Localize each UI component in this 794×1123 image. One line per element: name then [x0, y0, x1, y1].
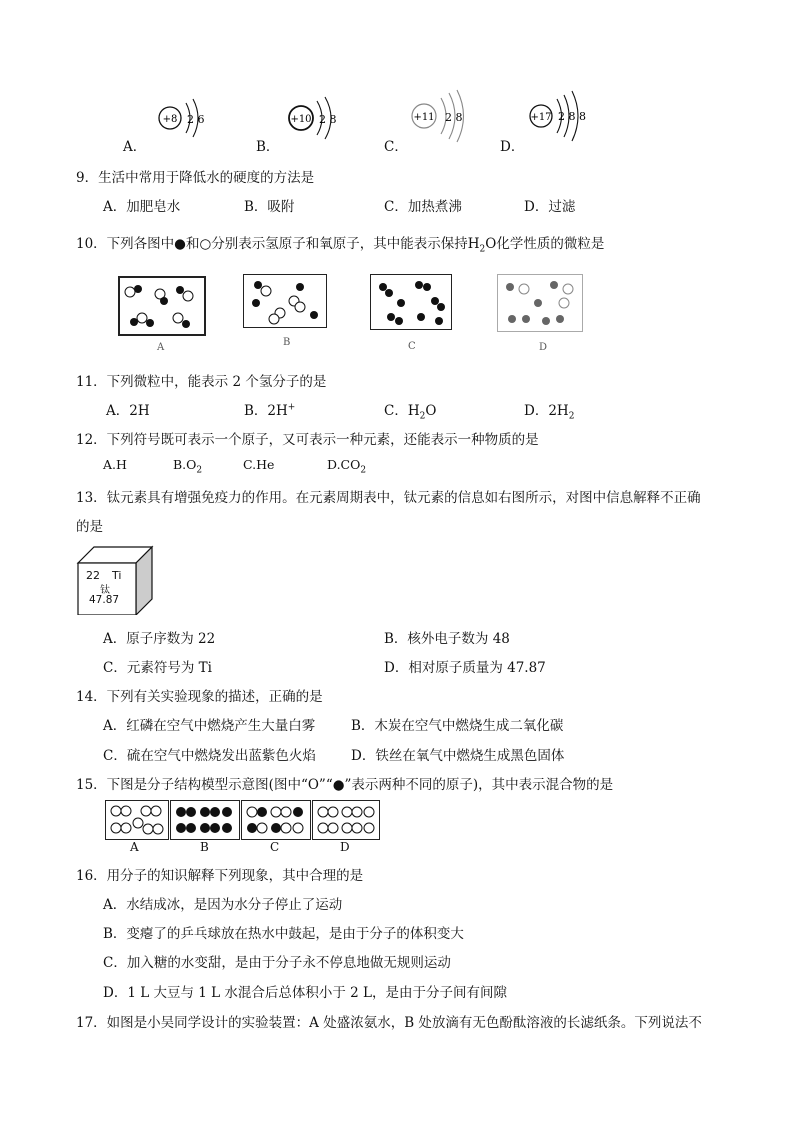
particle-model-icon [371, 275, 451, 329]
option-c-label: C． [384, 139, 408, 155]
atom-diagram-d [527, 88, 607, 143]
question-15-stem: 15．下图是分子结构模型示意图(图中“O”“●”表示两种不同的原子)，其中表示混合物的是 [76, 777, 614, 793]
molecule-model-icon [242, 801, 310, 839]
question-10-stem: 10．下列各图中●和○分别表示氢原子和氧原子，其中能表示保持$H_2O$化学性质的微粒是 [76, 236, 605, 255]
q14-option-b: B．木炭在空气中燃烧生成二氧化碳 [351, 718, 564, 734]
nucleus-charge: +10 [290, 114, 312, 125]
q13-option-c: C．元素符号为 Ti [103, 660, 212, 676]
electron-config: 2 6 [187, 113, 205, 126]
question-13-stem-line2: 的是 [76, 519, 103, 535]
element-atomic-number: 22 [86, 569, 100, 582]
atom-structure-icon [408, 88, 488, 143]
q11-option-a: A．2H [106, 403, 150, 419]
molecule-label-b: B [200, 840, 209, 854]
question-17-stem: 17．如图是小吴同学设计的实验装置：A 处盛浓氨水，B 处放滴有无色酚酞溶液的长滤纸条。下列说法不 [76, 1015, 702, 1031]
box-d-label: D [539, 342, 548, 353]
element-symbol: Ti [112, 569, 122, 582]
q9-option-a: A．加肥皂水 [103, 199, 181, 215]
atom-diagram-c [408, 88, 488, 143]
question-9-stem: 9．生活中常用于降低水的硬度的方法是 [76, 170, 315, 186]
electron-config: 2 8 [445, 111, 463, 124]
molecule-model-icon [106, 801, 168, 839]
electron-config: 2 8 8 [558, 110, 586, 123]
element-name: 钛 [100, 585, 110, 596]
molecule-model-icon [313, 801, 379, 839]
q16-option-b: B．变瘪了的乒乓球放在热水中鼓起，是由于分子的体积变大 [103, 926, 464, 942]
atom-structure-icon [283, 93, 363, 143]
box-c-label: C [408, 341, 416, 352]
option-b-label: B． [256, 139, 280, 155]
box-a-label: A [157, 342, 165, 353]
particle-box-c [370, 274, 452, 330]
molecule-box-c [241, 800, 311, 840]
particle-box-d [497, 274, 583, 332]
molecule-model-icon [171, 801, 239, 839]
particle-model-icon [244, 275, 326, 327]
q13-option-b: B．核外电子数为 48 [384, 631, 510, 647]
q11-option-c: C．$H_2O$ [384, 403, 437, 422]
nucleus-charge: +8 [162, 114, 178, 125]
q13-option-d: D．相对原子质量为 47.87 [384, 660, 546, 676]
molecule-box-d [312, 800, 380, 840]
q16-option-c: C．加入糖的水变甜，是由于分子永不停息地做无规则运动 [103, 955, 451, 971]
q14-option-c: C．硫在空气中燃烧发出蓝紫色火焰 [103, 748, 316, 764]
nucleus-charge: +17 [530, 112, 552, 123]
element-mass: 47.87 [89, 594, 120, 606]
q13-option-a: A．原子序数为 22 [103, 631, 216, 647]
question-16-stem: 16．用分子的知识解释下列现象，其中合理的是 [76, 868, 364, 884]
q14-option-d: D．铁丝在氧气中燃烧生成黑色固体 [351, 748, 565, 764]
q11-option-d: D．$2H_2$ [524, 403, 575, 422]
q12-option-d: $D.CO_2$ [327, 457, 367, 476]
q14-option-a: A．红磷在空气中燃烧产生大量白雾 [103, 718, 316, 734]
box-b-label: B [283, 337, 291, 348]
q9-option-b: B．吸附 [244, 199, 295, 215]
particle-model-icon [120, 278, 204, 334]
particle-box-b [243, 274, 327, 328]
atom-diagram-b [283, 93, 363, 143]
atom-structure-icon [527, 88, 607, 143]
particle-model-icon [498, 275, 582, 331]
molecule-box-a [105, 800, 169, 840]
question-14-stem: 14．下列有关实验现象的描述，正确的是 [76, 689, 323, 705]
option-d-label: D． [500, 139, 525, 155]
atom-structure-icon [150, 93, 220, 143]
molecule-label-d: D [340, 840, 350, 854]
atom-diagram-a [150, 93, 220, 143]
question-11-stem: 11．下列微粒中，能表示 2 个氢分子的是 [76, 374, 327, 390]
q12-option-c: C.He [243, 457, 275, 472]
q16-option-d: D．1 L 大豆与 1 L 水混合后总体积小于 2 L，是由于分子间有间隙 [103, 985, 508, 1001]
q12-option-a: A.H [103, 457, 127, 472]
molecule-box-b [170, 800, 240, 840]
q12-option-b: $B.O_2$ [173, 457, 203, 476]
q16-option-a: A．水结成冰，是因为水分子停止了运动 [103, 897, 343, 913]
molecule-label-c: C [270, 840, 280, 854]
nucleus-charge: +11 [413, 112, 435, 123]
option-a-label: A． [123, 139, 147, 155]
q11-option-b: B．2H+ [244, 402, 296, 419]
question-12-stem: 12．下列符号既可表示一个原子，又可表示一种元素，还能表示一种物质的是 [76, 432, 539, 448]
molecule-label-a: A [130, 840, 139, 854]
q9-option-c: C．加热煮沸 [384, 199, 462, 215]
electron-config: 2 8 [319, 113, 337, 126]
particle-box-a [118, 276, 206, 336]
q9-option-d: D．过滤 [524, 199, 576, 215]
question-13-stem-line1: 13．钛元素具有增强免疫力的作用。在元素周期表中，钛元素的信息如右图所示，对图中信息解释不正确 [76, 490, 701, 506]
